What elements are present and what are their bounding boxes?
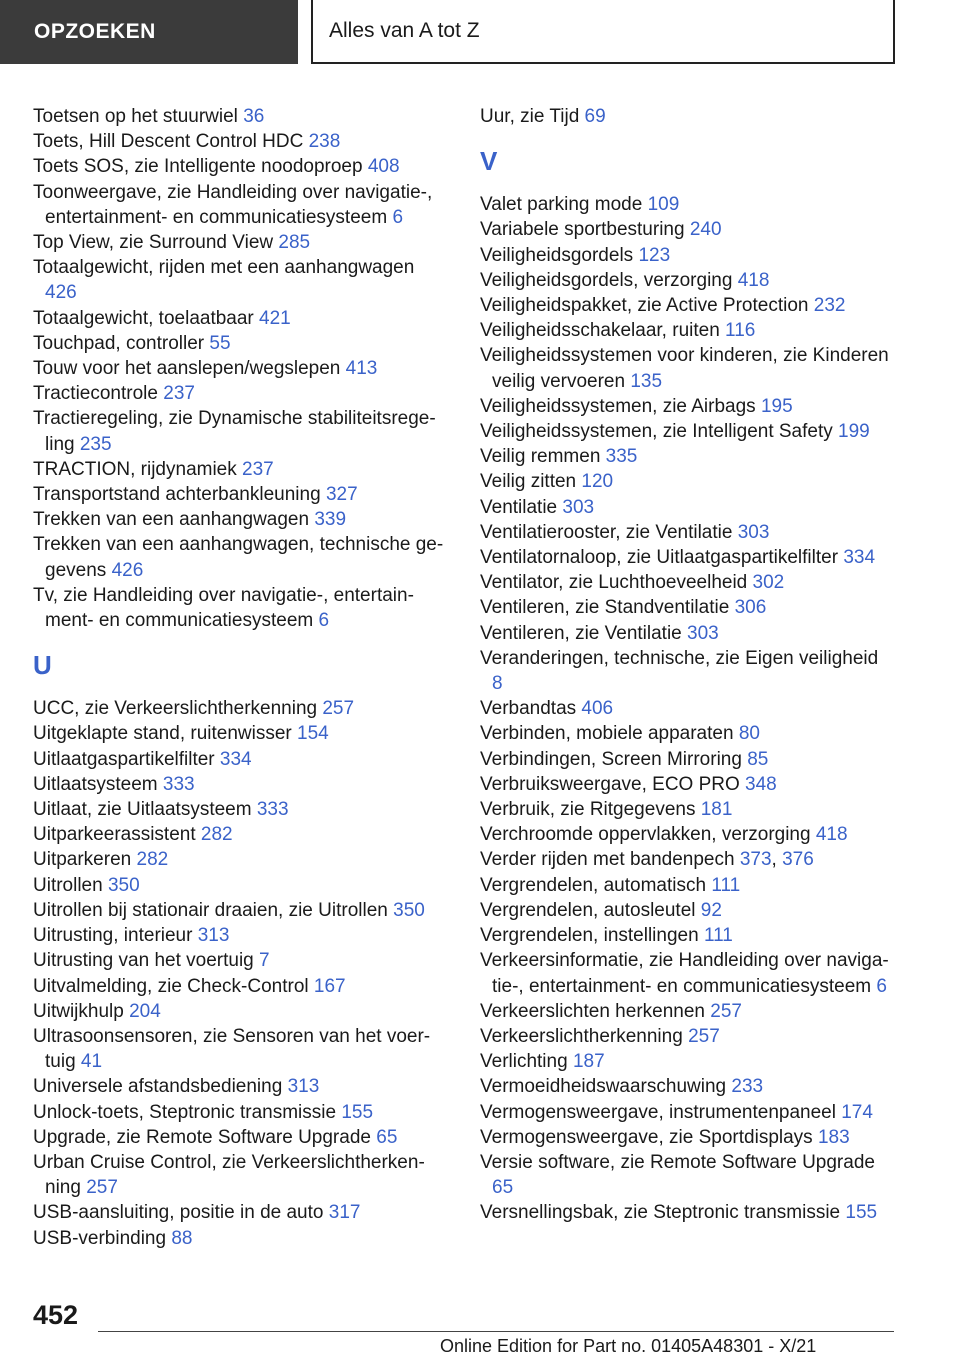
index-entry-text: Universele afstandsbediening	[33, 1076, 283, 1098]
index-entry	[480, 343, 892, 393]
page-link[interactable]: 181	[700, 799, 733, 821]
index-entry	[33, 1200, 445, 1225]
index-entry	[480, 747, 892, 772]
index-entry	[33, 104, 445, 129]
page-link[interactable]: 65	[492, 1177, 514, 1199]
page-number: 452	[33, 1300, 79, 1330]
page-link[interactable]: 238	[308, 131, 341, 153]
index-entry-text: Totaalgewicht, rijden met een aanhangwagen	[33, 257, 415, 279]
index-entry	[480, 822, 892, 847]
index-entry	[480, 1074, 892, 1099]
page-link[interactable]: 426	[111, 559, 144, 581]
section-letter: V	[480, 146, 498, 177]
page-link[interactable]: 195	[760, 395, 793, 417]
page-link[interactable]: 187	[572, 1051, 605, 1073]
index-entry-text: Tractiecontrole	[33, 383, 158, 405]
page-link[interactable]: 154	[297, 723, 329, 745]
index-entry-text: USB-aansluiting, positie in de auto	[33, 1202, 324, 1224]
index-entry-text: Verlichting	[480, 1051, 568, 1073]
index-entry-text: Veiligheidssystemen voor kinderen, zie Kinderen veilig vervoeren	[480, 345, 889, 392]
index-entry	[480, 1200, 892, 1225]
index-entry	[480, 192, 892, 217]
page-link[interactable]: 348	[745, 773, 777, 795]
index-entry	[480, 268, 892, 293]
index-entry	[33, 255, 445, 305]
index-entry	[33, 507, 445, 532]
index-entry-text: Verbinden, mobiele apparaten	[480, 723, 734, 745]
index-entry	[33, 1150, 445, 1200]
index-entry	[33, 1100, 445, 1125]
index-entry	[33, 1024, 445, 1074]
page-link[interactable]: 257	[710, 1000, 742, 1022]
page-link[interactable]: 327	[325, 484, 358, 506]
page-link[interactable]: 6	[392, 206, 404, 228]
page-link[interactable]: 335	[605, 446, 638, 468]
index-entry	[480, 646, 892, 696]
index-entry-text: Vermoeidheidswaarschuwing	[480, 1076, 727, 1098]
page-link[interactable]: 303	[737, 521, 770, 543]
index-entry-text: Verbindingen, Screen Mirroring	[480, 748, 742, 770]
index-entry-text: Uitrollen	[33, 874, 103, 896]
index-entry	[33, 873, 445, 898]
index-entry-text: Trekken van een aanhangwagen, technische gegevens	[33, 534, 444, 581]
index-entry-text: Uitlaat, zie Uitlaatsysteem	[33, 799, 252, 821]
page-link[interactable]: 6	[876, 975, 887, 997]
index-entry	[480, 923, 892, 948]
chapter-tab[interactable]	[311, 0, 895, 64]
page-link[interactable]: 313	[287, 1076, 320, 1098]
index-entry	[33, 1074, 445, 1099]
index-entry-text: Versnellingsbak, zie Steptronic transmissie	[480, 1202, 841, 1224]
page-link[interactable]: 111	[703, 925, 733, 947]
index-entry	[33, 797, 445, 822]
index-entry	[33, 129, 445, 154]
index-entry	[480, 873, 892, 898]
index-entry-text: Vergrendelen, instellingen	[480, 925, 699, 947]
index-entry-text: Uitparkeerassistent	[33, 824, 196, 846]
page-link[interactable]: 199	[838, 421, 870, 443]
index-entry	[33, 948, 445, 973]
page-link[interactable]: 333	[162, 773, 195, 795]
page-link[interactable]: 88	[171, 1227, 193, 1249]
index-entry	[480, 948, 892, 998]
page-link[interactable]: 350	[107, 874, 140, 896]
index-entry-text: Verbruik, zie Ritgegevens	[480, 799, 696, 821]
page-link[interactable]: 233	[731, 1076, 764, 1098]
index-entry-text: Uitrusting, interieur	[33, 925, 193, 947]
page-link[interactable]: 376	[782, 849, 814, 871]
index-entry-text: Toetsen op het stuurwiel	[33, 106, 238, 127]
page-link[interactable]: 306	[734, 597, 767, 619]
index-entry-text: Veiligheidsschakelaar, ruiten	[480, 320, 720, 342]
footer-edition: Online Edition for Part no. 01405A48301 - X/21	[440, 1336, 817, 1356]
index-entry-text: Vermogensweergave, zie Sportdisplays	[480, 1126, 813, 1148]
index-entry-text: Verder rijden met bandenpech	[480, 849, 735, 871]
page-link[interactable]: 418	[815, 824, 848, 846]
index-entry-text: Urban Cruise Control, zie Verkeerslichtherkenning	[33, 1151, 425, 1199]
index-entry-text: Uitgeklapte stand, ruitenwisser	[33, 723, 292, 745]
page-link[interactable]: 135	[630, 370, 663, 392]
index-entry-text: Verkeerslichten herkennen	[480, 1000, 705, 1022]
page-link[interactable]: 334	[219, 748, 252, 770]
page-link[interactable]: 408	[367, 156, 400, 178]
page-link[interactable]: 237	[163, 383, 195, 405]
index-entry	[480, 595, 892, 620]
index-entry-text: Ultrasoonsensoren, zie Sensoren van het voertuig	[33, 1025, 431, 1073]
page-link[interactable]: 373	[739, 849, 772, 871]
page-link[interactable]: 421	[259, 307, 291, 329]
chapter-title: Alles van A tot Z	[329, 19, 480, 42]
index-entry-text: Veiligheidssystemen, zie Airbags	[480, 395, 756, 417]
index-entry-text: Veilig remmen	[480, 446, 601, 468]
page-link[interactable]: 183	[817, 1126, 850, 1148]
index-entry-text: Veiligheidsgordels	[480, 244, 634, 266]
page-link[interactable]: 55	[209, 332, 231, 354]
index-column-left	[33, 104, 445, 1251]
index-entry	[480, 696, 892, 721]
page-link[interactable]: 6	[318, 610, 330, 632]
page-link[interactable]: 167	[313, 975, 346, 997]
page-link[interactable]: 120	[581, 471, 614, 493]
index-entry	[33, 230, 445, 255]
page-link[interactable]: 282	[136, 849, 169, 871]
index-entry	[480, 1150, 892, 1200]
page-link[interactable]: 257	[86, 1177, 118, 1199]
page-link[interactable]: 80	[738, 723, 760, 745]
index-entry-text: Ventilatie	[480, 496, 558, 518]
index-entry	[33, 974, 445, 999]
index-entry	[480, 999, 892, 1024]
index-entry	[33, 406, 445, 456]
page-link[interactable]: 317	[328, 1202, 361, 1224]
index-entry-text: Tv, zie Handleiding over navigatie-, entertainment- en communicatiesysteem	[33, 584, 414, 632]
index-entry	[33, 306, 445, 331]
index-entry	[480, 394, 892, 419]
page-link[interactable]: 111	[711, 874, 741, 896]
index-entry-text: USB-verbinding	[33, 1227, 167, 1249]
index-entry-text: Versie software, zie Remote Software Upgrade	[480, 1151, 875, 1173]
page-link[interactable]: 155	[845, 1202, 878, 1224]
index-entry	[480, 898, 892, 923]
index-entry-text: Uitwijkhulp	[33, 1000, 124, 1022]
page-link[interactable]: 65	[376, 1126, 398, 1148]
index-entry	[33, 999, 445, 1024]
page-link[interactable]: 257	[688, 1025, 720, 1047]
index-entry-text: Totaalgewicht, toelaatbaar	[33, 307, 254, 329]
index-entry-text: Trekken van een aanhangwagen	[33, 509, 310, 531]
page-link[interactable]: 174	[841, 1101, 873, 1123]
index-entry	[480, 1125, 892, 1150]
page-link[interactable]: 257	[322, 698, 355, 720]
page-link[interactable]: 426	[45, 282, 77, 304]
index-entry	[480, 520, 892, 545]
index-entry-text: Verbandtas	[480, 698, 577, 720]
index-entry	[33, 772, 445, 797]
index-entry	[33, 457, 445, 482]
index-entry	[33, 721, 445, 746]
index-entry	[33, 532, 445, 582]
index-entry	[33, 696, 445, 721]
index-entry-text: Ventilatornaloop, zie Uitlaatgaspartikelfilter	[480, 547, 839, 569]
page-link[interactable]: 302	[752, 572, 785, 594]
index-entry	[33, 898, 445, 923]
index-entry-text: Veiligheidsgordels, verzorging	[480, 269, 733, 291]
index-entry	[33, 583, 445, 633]
index-entry-text: Vermogensweergave, instrumentenpaneel	[480, 1101, 836, 1123]
page-link[interactable]: 155	[341, 1101, 374, 1123]
index-entry	[33, 381, 445, 406]
index-entry-text: Verkeerslichtherkenning	[480, 1025, 683, 1047]
index-entry-text: Top View, zie Surround View	[33, 232, 274, 254]
page-link[interactable]: 282	[200, 824, 233, 846]
index-entry	[33, 1226, 445, 1251]
index-entry	[33, 331, 445, 356]
index-entry	[480, 772, 892, 797]
index-entry-text: UCC, zie Verkeerslichtherkenning	[33, 698, 318, 720]
index-entry-text: Toets, Hill Descent Control HDC	[33, 131, 304, 153]
index-entry-text: Veranderingen, technische, zie Eigen veiligheid	[480, 647, 879, 669]
index-entry-text: Uur, zie Tijd	[480, 106, 580, 127]
page-link[interactable]: 235	[79, 433, 112, 455]
index-entry	[480, 104, 892, 129]
page-link[interactable]: 204	[129, 1000, 161, 1022]
page-link[interactable]: 69	[584, 106, 606, 127]
page-link[interactable]: 92	[700, 899, 722, 921]
section-letter: U	[33, 650, 52, 681]
index-entry-text: Uitvalmelding, zie Check-Control	[33, 975, 309, 997]
index-entry	[480, 1100, 892, 1125]
index-entry	[480, 1024, 892, 1049]
page-link[interactable]: 85	[747, 748, 769, 770]
page-link[interactable]: 303	[687, 622, 719, 644]
index-entry-text: Vergrendelen, autosleutel	[480, 899, 696, 921]
index-entry	[33, 747, 445, 772]
index-entry	[480, 419, 892, 444]
page-link[interactable]: 36	[243, 106, 265, 127]
index-entry-text: Uitrollen bij stationair draaien, zie Uitrollen	[33, 899, 388, 921]
index-entry: Verder rijden met bandenpech 373, 376	[480, 849, 814, 871]
index-entry-text: Uitlaatsysteem	[33, 773, 158, 795]
index-entry-text: Ventilator, zie Luchthoeveelheid	[480, 572, 748, 594]
page-link[interactable]: 418	[737, 269, 770, 291]
index-entry-text: Ventileren, zie Ventilatie	[480, 622, 682, 644]
page-link[interactable]: 237	[242, 458, 274, 480]
section-tab[interactable]	[0, 0, 298, 64]
index-entry-text: Toonweergave, zie Handleiding over navigatie-, entertainment- en communicatiesysteem	[33, 181, 433, 228]
index-entry-text: Ventilatierooster, zie Ventilatie	[480, 521, 733, 543]
page-link[interactable]: 313	[197, 925, 230, 947]
index-entry	[33, 923, 445, 948]
footer-divider	[98, 1331, 894, 1332]
index-entry	[480, 217, 892, 242]
page-link[interactable]: 413	[345, 358, 378, 380]
page-link[interactable]: 7	[259, 950, 270, 972]
index-entry	[480, 570, 892, 595]
page-link[interactable]: 116	[725, 320, 756, 342]
index-entry	[33, 822, 445, 847]
index-entry	[33, 1125, 445, 1150]
index-entry-text: Uitparkeren	[33, 849, 132, 871]
index-entry-text: Uitrusting van het voertuig	[33, 950, 254, 972]
index-entry-text: Verbruiksweergave, ECO PRO	[480, 773, 740, 795]
index-entry	[33, 180, 445, 230]
index-entry-text: Transportstand achterbankleuning	[33, 484, 321, 506]
index-entry-text: Toets SOS, zie Intelligente noodoproep	[33, 156, 363, 178]
index-entry	[480, 797, 892, 822]
page-link[interactable]: 41	[80, 1051, 103, 1073]
index-entry-text: Veiligheidspakket, zie Active Protection	[480, 295, 809, 317]
page-link[interactable]: 109	[647, 194, 680, 216]
index-entry	[33, 356, 445, 381]
page-link[interactable]: 232	[813, 295, 846, 317]
page-link[interactable]: 406	[581, 698, 614, 720]
page-link[interactable]: 240	[689, 219, 722, 241]
index-entry-text: Vergrendelen, automatisch	[480, 874, 707, 896]
page-link[interactable]: 8	[492, 673, 503, 695]
index-entry-text: Touw voor het aanslepen/wegslepen	[33, 358, 341, 380]
index-entry-text: Uitlaatgaspartikelfilter	[33, 748, 215, 770]
page-link[interactable]: 334	[843, 547, 876, 569]
index-entry-text: Valet parking mode	[480, 194, 643, 216]
index-entry-text: TRACTION, rijdynamiek	[33, 458, 237, 480]
index-entry-text: Verchroomde oppervlakken, verzorging	[480, 824, 811, 846]
page-link[interactable]: 339	[314, 509, 347, 531]
index-entry-text: Unlock-toets, Steptronic transmissie	[33, 1101, 337, 1123]
page-link[interactable]: 123	[638, 244, 671, 266]
index-column-right	[480, 104, 892, 1226]
index-entry-text: Verkeersinformatie, zie Handleiding over navigatie-, entertainment- en communicatiesysteem	[480, 950, 889, 997]
index-entry	[33, 847, 445, 872]
index-entry	[480, 721, 892, 746]
index-entry	[33, 482, 445, 507]
index-entry	[480, 444, 892, 469]
index-entry	[480, 545, 892, 570]
index-entry	[33, 154, 445, 179]
index-entry-text: Veilig zitten	[480, 471, 577, 493]
index-entry	[480, 243, 892, 268]
index-entry	[480, 1049, 892, 1074]
index-entry	[480, 293, 892, 318]
index-entry	[480, 621, 892, 646]
index-entry	[480, 495, 892, 520]
page-link[interactable]: 333	[256, 799, 289, 821]
index-entry-text: Variabele sportbesturing	[480, 219, 685, 241]
index-entry-text: Veiligheidssystemen, zie Intelligent Safety	[480, 421, 833, 443]
index-entry-text: Touchpad, controller	[33, 332, 205, 354]
index-entry	[480, 318, 892, 343]
page-link[interactable]: 350	[393, 899, 425, 921]
section-title: OPZOEKEN	[34, 20, 156, 43]
index-entry-text: Upgrade, zie Remote Software Upgrade	[33, 1126, 371, 1148]
page-link[interactable]: 285	[278, 232, 311, 254]
page-link[interactable]: 303	[562, 496, 595, 518]
index-entry-text: Ventileren, zie Standventilatie	[480, 597, 730, 619]
index-entry	[480, 469, 892, 494]
index-entry-text: Tractieregeling, zie Dynamische stabiliteitsregeling	[33, 408, 436, 455]
